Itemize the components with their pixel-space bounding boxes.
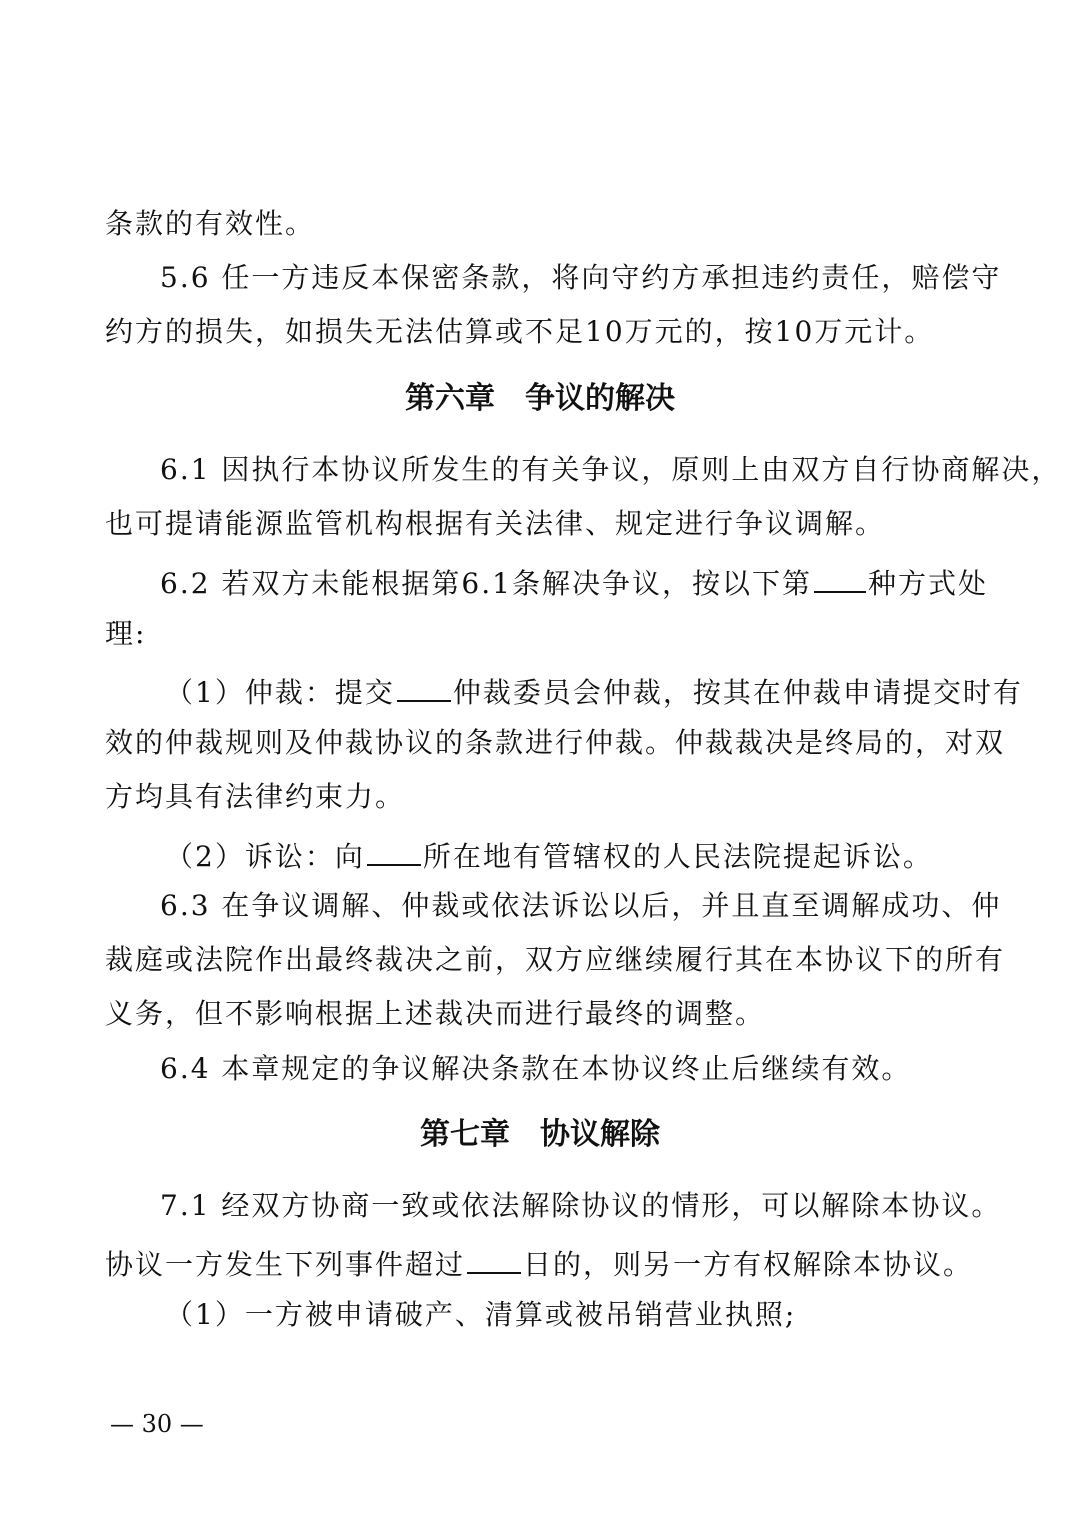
item-arbitration-line-3: 方均具有法律约束力。 (105, 780, 406, 813)
clause-7-1-text-b: 日的，则另一方有权解除本协议。 (523, 1248, 974, 1281)
clause-6-1-line-1: 6.1 因执行本协议所发生的有关争议，原则上由双方自行协商解决， (160, 453, 1062, 486)
item-arbitration-line-1 (165, 674, 1037, 707)
fill-blank (397, 674, 451, 702)
item-arbitration-line-2: 效的仲裁规则及仲裁协议的条款进行仲裁。仲裁裁决是终局的，对双 (105, 726, 1006, 759)
clause-6-3-line-2: 裁庭或法院作出最终裁决之前，双方应继续履行其在本协议下的所有 (105, 943, 1006, 976)
clause-6-4: 6.4 本章规定的争议解决条款在本协议终止后继续有效。 (160, 1052, 912, 1085)
clause-7-1-line-1: 7.1 经双方协商一致或依法解除协议的情形，可以解除本协议。 (160, 1189, 1002, 1222)
clause-6-1-line-2: 也可提请能源监管机构根据有关法律、规定进行争议调解。 (105, 507, 886, 540)
clause-6-2-text-b: 种方式处 (867, 567, 988, 600)
clause-7-1-text-a: 协议一方发生下列事件超过 (105, 1248, 466, 1281)
item-litigation-line (165, 838, 1037, 871)
item-arbitration-text-a: （1）仲裁：提交 (165, 676, 395, 709)
fill-blank (814, 565, 866, 593)
chapter-6-title: 第六章 争议的解决 (405, 381, 675, 416)
clause-6-3-line-3: 义务，但不影响根据上述裁决而进行最终的调整。 (105, 997, 766, 1030)
clause-6-2-text-a: 6.2 若双方未能根据第6.1条解决争议，按以下第 (160, 567, 812, 600)
clause-5-6-line-1: 5.6 任一方违反本保密条款，将向守约方承担违约责任，赔偿守 (160, 261, 1002, 294)
clause-6-2-line-1 (160, 565, 988, 600)
clause-6-3-line-1: 6.3 在争议调解、仲裁或依法诉讼以后，并且直至调解成功、仲 (160, 889, 1002, 922)
clause-7-1-line-2 (105, 1246, 977, 1279)
clause-5-6-line-2: 约方的损失，如损失无法估算或不足10万元的，按10万元计。 (105, 315, 935, 348)
fill-blank (367, 838, 421, 866)
chapter-7-title: 第七章 协议解除 (420, 1117, 660, 1152)
item-litigation-text-b: 所在地有管辖权的人民法院提起诉讼。 (422, 840, 933, 873)
item-arbitration-text-b: 仲裁委员会仲裁，按其在仲裁申请提交时有 (452, 676, 1023, 709)
page-number: — 30 — (110, 1410, 204, 1438)
item-litigation-text-a: （2）诉讼：向 (165, 840, 365, 873)
clause-6-2-line-2: 理: (105, 617, 147, 650)
text-line-5-5-end: 条款的有效性。 (105, 207, 316, 240)
item-termination-1: （1）一方被申请破产、清算或被吊销营业执照; (165, 1298, 797, 1331)
fill-blank (467, 1246, 521, 1274)
